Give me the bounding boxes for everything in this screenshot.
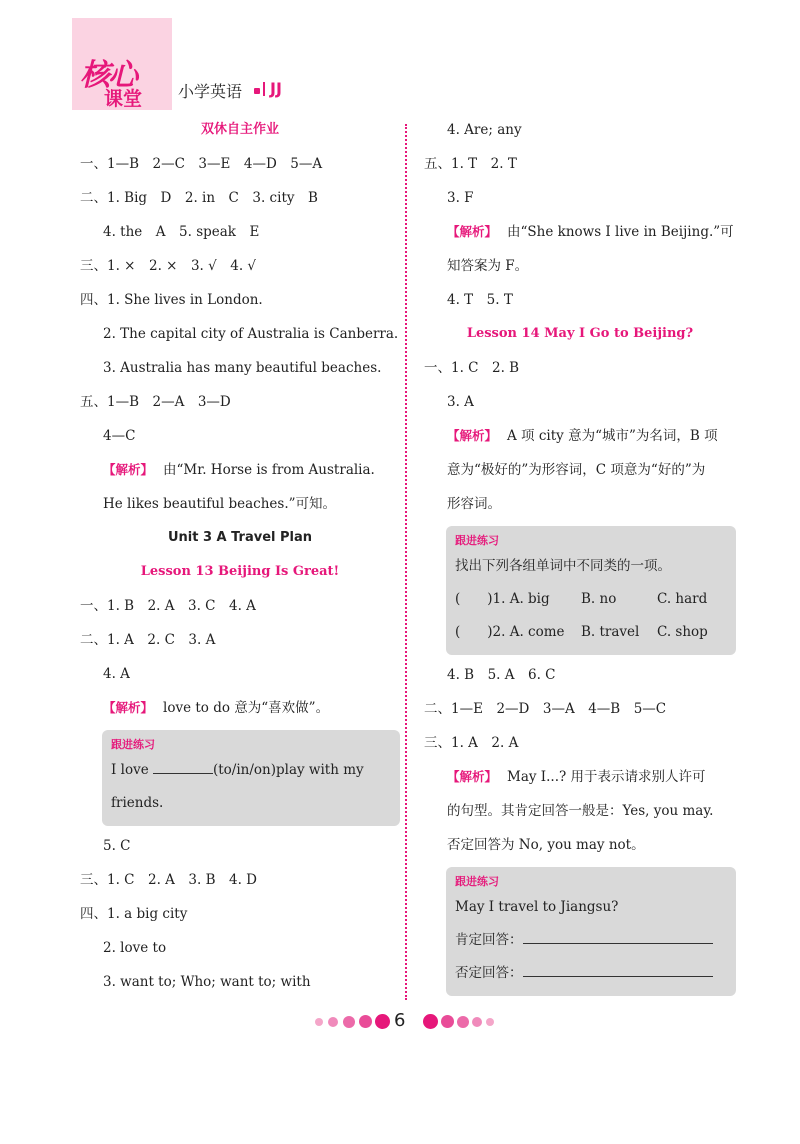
answer-line: 一、1—B 2—C 3—E 4—D 5—A bbox=[80, 156, 323, 172]
answer-line: 二、1. Big D 2. in C 3. city B bbox=[80, 190, 318, 206]
footer-dot bbox=[472, 1017, 482, 1027]
analysis-tag: 【解析】 bbox=[103, 700, 154, 715]
analysis-tag: 【解析】 bbox=[447, 769, 498, 784]
blank-line bbox=[523, 929, 713, 944]
answer-line: 四、1. She lives in London. bbox=[80, 292, 263, 308]
answer-line: 2. love to bbox=[103, 940, 167, 956]
analysis-line: 【解析】 A 项 city 意为“城市”为名词，B 项 bbox=[447, 428, 718, 444]
practice-line: 找出下列各组单词中不同类的一项。 bbox=[455, 558, 671, 574]
analysis-line: 的句型。其肯定回答一般是：Yes, you may. bbox=[447, 803, 714, 819]
footer-dot bbox=[343, 1016, 355, 1028]
analysis-line: 意为“极好的”为形容词，C 项意为“好的”为 bbox=[447, 462, 706, 478]
separator-dot bbox=[254, 88, 260, 94]
analysis-tag: 【解析】 bbox=[447, 428, 498, 443]
answer-line: 3. A bbox=[447, 394, 474, 410]
practice-answer-yes: 肯定回答： bbox=[455, 928, 724, 961]
answer-line: 4. Are; any bbox=[447, 122, 522, 138]
footer-dot bbox=[375, 1014, 390, 1029]
answer-line: 二、1. A 2. C 3. A bbox=[80, 632, 216, 648]
analysis-line: 【解析】 May I...? 用于表示请求别人许可 bbox=[447, 769, 706, 785]
practice-question: ( )1. A. big B. no C. hard bbox=[455, 591, 708, 607]
practice-box bbox=[446, 867, 736, 996]
right-column bbox=[424, 118, 736, 1004]
answer-line: 三、1. C 2. A 3. B 4. D bbox=[80, 872, 258, 888]
practice-line: May I travel to Jiangsu? bbox=[455, 899, 619, 915]
analysis-line: 【解析】 由“Mr. Horse is from Australia. bbox=[103, 462, 375, 478]
blank-line bbox=[523, 962, 713, 977]
practice-line: friends. bbox=[111, 795, 164, 811]
answer-line: 5. C bbox=[103, 838, 131, 854]
answer-line: 五、1—B 2—A 3—D bbox=[80, 394, 231, 410]
answer-line: 四、1. a big city bbox=[80, 906, 188, 922]
practice-question: ( )2. A. come B. travel C. shop bbox=[455, 624, 708, 640]
answer-line: 4—C bbox=[103, 428, 136, 444]
edition-code: JJ bbox=[270, 79, 282, 98]
lesson-title: Lesson 13 Beijing Is Great! bbox=[140, 564, 340, 579]
answer-line: 4. B 5. A 6. C bbox=[447, 667, 556, 683]
answer-line: 3. Australia has many beautiful beaches. bbox=[103, 360, 382, 376]
answer-line: 三、1. A 2. A bbox=[424, 735, 519, 751]
practice-title: 跟进练习 bbox=[455, 875, 499, 888]
answer-line: 4. the A 5. speak E bbox=[103, 224, 260, 240]
logo: 核心 bbox=[80, 58, 136, 93]
answer-line: 3. want to; Who; want to; with bbox=[103, 974, 311, 990]
practice-title: 跟进练习 bbox=[455, 534, 499, 547]
unit-title: Unit 3 A Travel Plan bbox=[167, 530, 313, 545]
subject-label: 小学英语 bbox=[178, 82, 243, 101]
footer-dot bbox=[457, 1016, 469, 1028]
lesson-title: Lesson 14 May I Go to Beijing? bbox=[466, 326, 694, 341]
practice-answer-no: 否定回答： bbox=[455, 961, 724, 994]
practice-title: 跟进练习 bbox=[111, 738, 155, 751]
separator-bar bbox=[263, 82, 265, 96]
analysis-line: 知答案为 F。 bbox=[447, 258, 529, 274]
left-column bbox=[80, 118, 400, 1004]
practice-box bbox=[102, 730, 400, 826]
analysis-line: 【解析】 由“She knows I live in Beijing.”可 bbox=[447, 224, 734, 240]
answer-line: 3. F bbox=[447, 190, 474, 206]
footer-dot bbox=[328, 1017, 338, 1027]
analysis-line: He likes beautiful beaches.”可知。 bbox=[103, 496, 337, 512]
column-divider bbox=[405, 124, 407, 1000]
practice-line: I love (to/in/on)play with my bbox=[111, 758, 388, 791]
answer-line: 4. T 5. T bbox=[447, 292, 513, 308]
answer-line: 一、1. B 2. A 3. C 4. A bbox=[80, 598, 256, 614]
answer-line: 2. The capital city of Australia is Canberra. bbox=[103, 326, 399, 342]
answer-line: 二、1—E 2—D 3—A 4—B 5—C bbox=[424, 701, 667, 717]
answer-line: 三、1. × 2. × 3. √ 4. √ bbox=[80, 258, 257, 274]
footer-dot bbox=[315, 1018, 323, 1026]
answer-line: 4. A bbox=[103, 666, 130, 682]
answer-line: 五、1. T 2. T bbox=[424, 156, 517, 172]
footer-dot bbox=[423, 1014, 438, 1029]
footer-dot bbox=[486, 1018, 494, 1026]
analysis-line: 形容词。 bbox=[447, 496, 501, 512]
analysis-line: 【解析】 love to do 意为“喜欢做”。 bbox=[103, 700, 330, 716]
analysis-tag: 【解析】 bbox=[103, 462, 154, 477]
page-number: 6 bbox=[394, 1010, 406, 1031]
analysis-tag: 【解析】 bbox=[447, 224, 498, 239]
analysis-line: 否定回答为 No, you may not。 bbox=[447, 837, 645, 853]
blank-line bbox=[153, 759, 213, 774]
footer-dot bbox=[359, 1015, 372, 1028]
practice-box bbox=[446, 526, 736, 655]
logo-subtitle: 课堂 bbox=[104, 88, 143, 110]
answer-line: 一、1. C 2. B bbox=[424, 360, 520, 376]
footer-dot bbox=[441, 1015, 454, 1028]
section-title: 双休自主作业 bbox=[200, 122, 279, 137]
